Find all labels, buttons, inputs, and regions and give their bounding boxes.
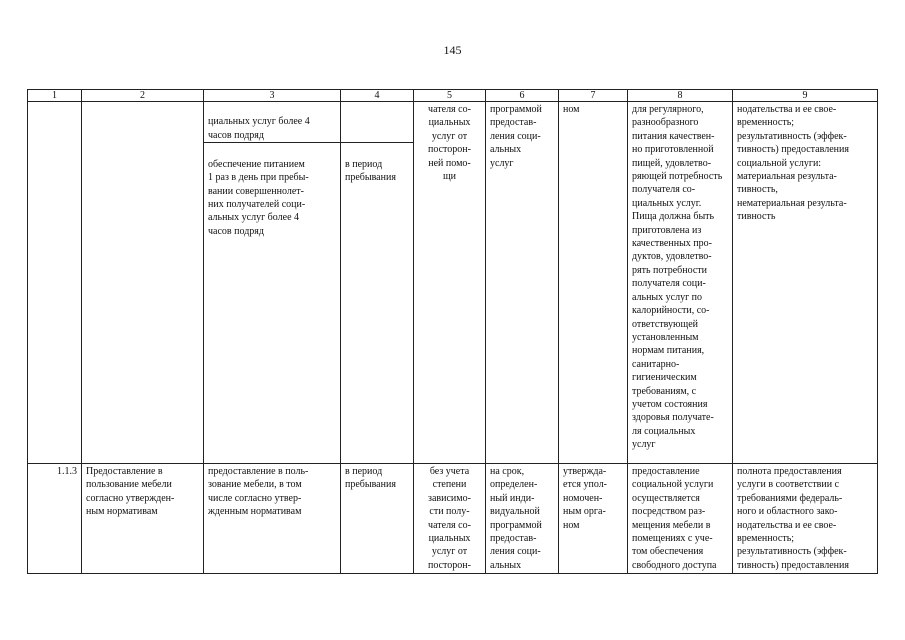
row1-col5-cell: чателя со- циальных услуг от посторон- ней помо- щи [414,102,486,464]
header-cell-6: 6 [486,90,559,102]
row1-col7-cell: ном [559,102,628,464]
row2-col7-cell: утвержда- ется упол- номочен- ным орга- ном [559,464,628,574]
row2-service-name-cell: Предоставление в пользование мебели согласно утвержден- ным нормативам [82,464,204,574]
table-row-continued [28,102,878,464]
header-cell-5: 5 [414,90,486,102]
row1-description-cell [204,102,341,464]
row1-period-top [341,115,413,143]
row1-col9-cell: нодательства и ее свое- временность; результативность (эффек- тивность) предоставления социальной услуги: материальная результа- тивность, нематериальная результа- тивность [733,102,878,464]
header-cell-2: 2 [82,90,204,102]
row1-col6-cell: программой предостав- ления соци- альных услуг [486,102,559,464]
row1-number-cell [28,102,82,464]
header-cell-7: 7 [559,90,628,102]
row2-col6-cell: на срок, определен- ный инди- видуальной программой предостав- ления соци- альных [486,464,559,574]
row1-period-bottom: в период пребывания [345,158,396,184]
row1-period-cell [341,102,414,464]
header-row [28,90,878,102]
row2-period-cell: в период пребывания [341,464,414,574]
services-table [27,89,878,574]
row2-col5-cell: без учета степени зависимо- сти полу- чателя со- циальных услуг от посторон- [414,464,486,574]
table-row-1-1-3 [28,464,878,574]
row2-col9-cell: полнота предоставления услуги в соответствии с требованиями федераль- ного и областного зако- нодательства и ее свое- временность; результативность (эффек- тивность) предоставления [733,464,878,574]
page-number: 145 [443,43,462,57]
header-cell-8: 8 [628,90,733,102]
row2-number-cell: 1.1.3 [28,464,82,574]
row1-service-name-cell [82,102,204,464]
row2-description-cell: предоставление в поль- зование мебели, в том числе согласно утвер- жденным нормативам [204,464,341,574]
row2-col8-cell: предоставление социальной услуги осуществляется посредством раз- мещения мебели в помещениях с уче- том обеспечения свободного доступа [628,464,733,574]
header-cell-9: 9 [733,90,878,102]
header-cell-3: 3 [204,90,341,102]
header-cell-4: 4 [341,90,414,102]
header-cell-1: 1 [28,90,82,102]
row1-col8-cell: для регулярного, разнообразного питания качествен- но приготовленной пищей, удовлетво- ряющей потребность получателя со- циальных услуг. Пища должна быть приготовлена из качественных про- дуктов, удовлетво- рять потребности получателя соци- альных услуг по калорийности, со- ответствующей установленным нормам питания, санитарно- гигиеническим требованиям, с учетом состояния здоровья получате- ля социальных услуг [628,102,733,464]
row1-description-top: циальных услуг более 4 часов подряд [204,115,340,143]
row1-description-bottom: обеспечение питанием 1 раз в день при пребы- вании совершеннолет- них получателей соци- альных услуг более 4 часов подряд [208,158,309,237]
